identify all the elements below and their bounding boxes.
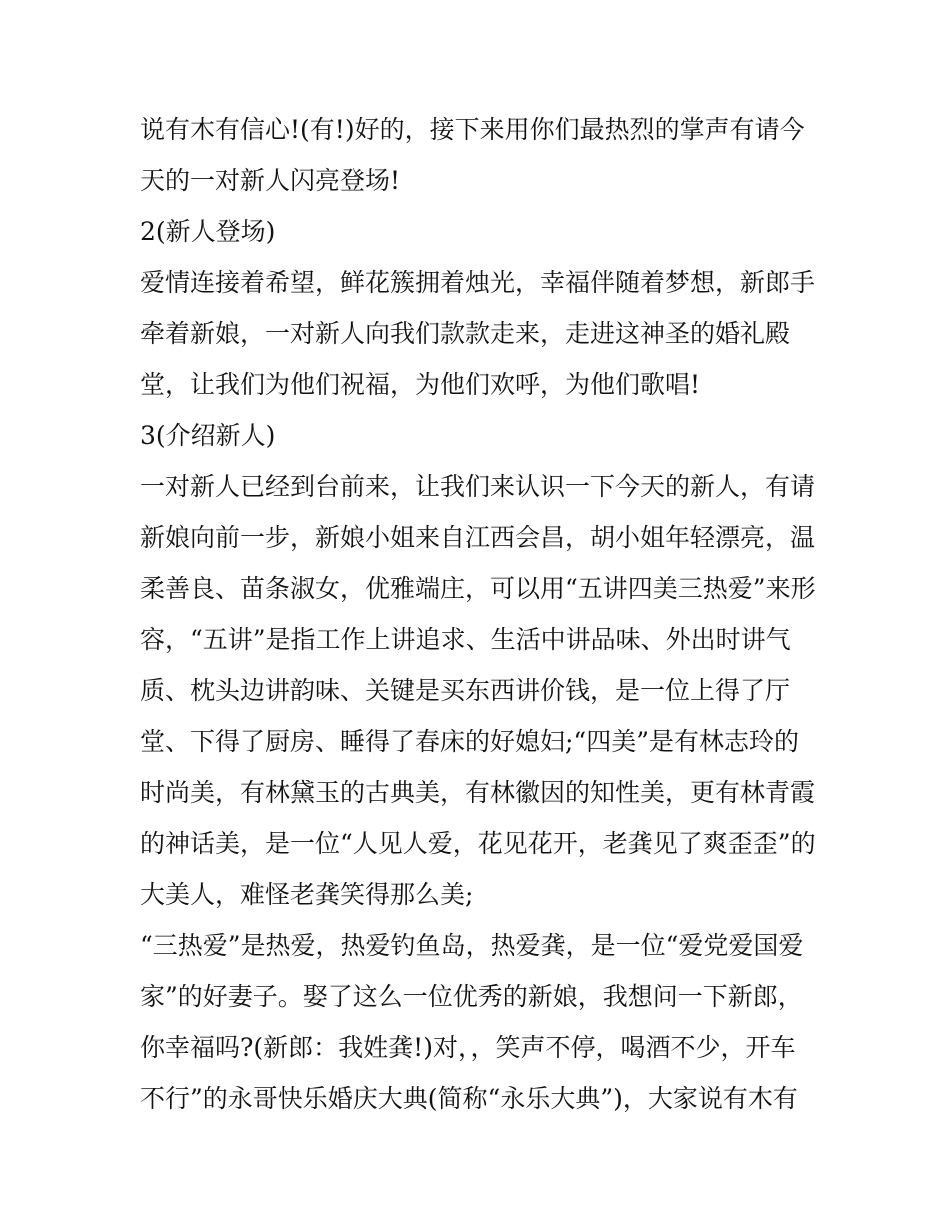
section-heading: 2(新人登场): [140, 217, 276, 246]
text-line: 大美人，难怪老龚笑得那么美;: [140, 880, 474, 909]
text-line: 一对新人已经到台前来，让我们来认识一下今天的新人，有请: [140, 472, 816, 501]
text-line: 不行”的永哥快乐婚庆大典(简称“永乐大典”)，大家说有木有: [140, 1084, 798, 1113]
text-line: 堂、下得了厨房、睡得了春床的好媳妇;“四美”是有林志玲的: [140, 727, 799, 756]
text-line: 柔善良、苗条淑女，优雅端庄，可以用“五讲四美三热爱”来形: [140, 574, 816, 603]
document-body: [140, 104, 820, 1124]
text-line: 家”的好妻子。娶了这么一位优秀的新娘，我想问一下新郎，: [140, 982, 803, 1011]
text-line: 的神话美，是一位“人见人爱，花见花开，老龚见了爽歪歪”的: [140, 829, 816, 858]
section-heading: 3(介绍新人): [140, 421, 276, 450]
text-line: 质、枕头边讲韵味、关键是买东西讲价钱，是一位上得了厅: [140, 676, 791, 705]
text-line: “三热爱”是热爱，热爱钓鱼岛，热爱龚，是一位“爱党爱国爱: [140, 931, 804, 960]
text-line: 容，“五讲”是指工作上讲追求、生活中讲品味、外出时讲气: [140, 625, 791, 654]
text-line: 天的一对新人闪亮登场!: [140, 166, 401, 195]
text-line: 爱情连接着希望，鲜花簇拥着烛光，幸福伴随着梦想，新郎手: [140, 268, 816, 297]
text-line: 牵着新娘，一对新人向我们款款走来，走进这神圣的婚礼殿: [140, 319, 791, 348]
text-line: 你幸福吗?(新郎：我姓龚!)对，，笑声不停，喝酒不少，开车: [140, 1033, 796, 1062]
text-line: 堂，让我们为他们祝福，为他们欢呼，为他们歌唱!: [140, 370, 701, 399]
text-line: 新娘向前一步，新娘小姐来自江西会昌，胡小姐年轻漂亮，温: [140, 523, 816, 552]
text-line: 时尚美，有林黛玉的古典美，有林徽因的知性美，更有林青霞: [140, 778, 816, 807]
text-line: 说有木有信心!(有!)好的，接下来用你们最热烈的掌声有请今: [140, 115, 805, 144]
